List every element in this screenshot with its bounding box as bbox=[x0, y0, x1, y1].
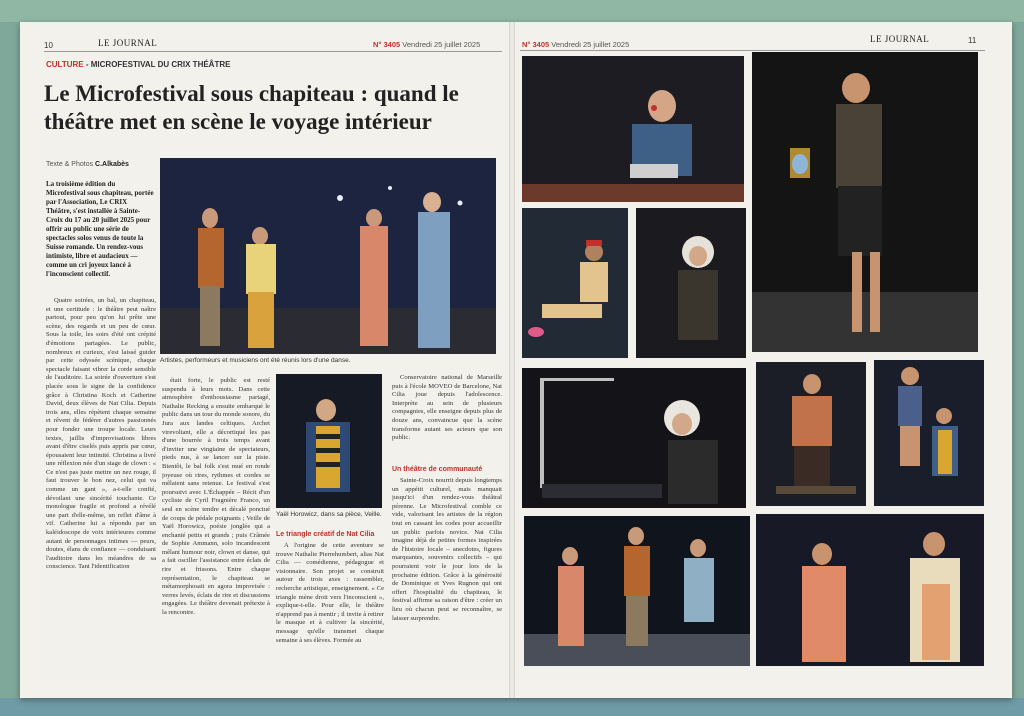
photo-wig-performer bbox=[636, 208, 746, 358]
headline: Le Microfestival sous chapiteau : quand le théâtre met en scène le voyage intérieur bbox=[44, 81, 459, 134]
column-2-text: était forte, le public est resté suspendu à leurs mots. Dans cette atmosphère d'enthousiasme partagé, Nathalie Recking a ensuite embarqué le public dans un tour du monde sonore, du Jura aux landes celtiques. Archet virevoltant, elle a décortiqué les pas d'une bourrée à trois temps avant d'inviter une vingtaine de spectateurs, pieds nus, à se lancer sur la piste. Bientôt, le bal folk s'est mué en ronde joyeuse où rires, rythmes et cordes se mêlaient sans retenue. Le festival s'est poursuivi avec L'Échappée – Récit d'un cycliste de Cyril Fragnière Franco, un seul en scène tendre et décalé ponctué de coups de pédale poignants ; Veille de Yaël Horowicz, poésie jonglée qui a enchanté petits et grands ; puis Crâmée de Sophie Ammann, solo incandescent mêlant humour noir, clown et danse, qui a fait osciller l'assistance entre éclats de rire et frissons. Entre chaque représentation, le chapiteau se métamorphosait en agora improvisée : verres levés, éclats de rire et discussions engagées. Le théâtre devenait prétexte à la rencontre. bbox=[162, 377, 270, 617]
byline-author: C.Alkabès bbox=[95, 161, 129, 168]
article-column-3 bbox=[276, 542, 384, 690]
subhead-triangle: Le triangle créatif de Nat Cilia bbox=[276, 531, 375, 538]
column-4-text: Conservatoire national de Marseille puis à l'école MOVEO de Barcelone, Nat Cilia joue depuis l'adolescence. Interprète au sein de plusieurs compagnies, elle enseigne depuis plus de douze ans, convaincue que la scène transforme autant ses acteurs que son public. bbox=[392, 374, 502, 442]
left-logo: LE JOURNAL bbox=[98, 38, 158, 48]
byline-label: Texte & Photos bbox=[46, 161, 94, 168]
right-issue bbox=[522, 40, 629, 49]
photo-seated-clown bbox=[522, 208, 628, 358]
background-cloth-bottom bbox=[0, 698, 1024, 716]
photo-two-women bbox=[756, 514, 984, 666]
right-header-rule bbox=[520, 50, 985, 51]
rubric-sub: - MICROFESTIVAL DU CRIX THÉÂTRE bbox=[85, 60, 231, 69]
background-cloth-top bbox=[0, 0, 1024, 22]
right-page-number: 11 bbox=[968, 36, 977, 45]
article-column-4 bbox=[392, 374, 502, 464]
page-fold bbox=[509, 22, 515, 698]
left-header-rule bbox=[44, 51, 502, 52]
article-column-5 bbox=[392, 477, 502, 690]
photo-cyclist-actor bbox=[522, 56, 744, 202]
photo-violinist bbox=[756, 362, 866, 506]
main-photo-dance bbox=[160, 158, 496, 354]
photo-folk-dance bbox=[524, 516, 750, 666]
left-issue bbox=[373, 40, 480, 49]
right-date: Vendredi 25 juillet 2025 bbox=[551, 40, 630, 49]
rubric-label: CULTURE bbox=[46, 60, 84, 69]
juggler-caption: Yaël Horowicz, dans sa pièce, Veille. bbox=[276, 511, 382, 518]
byline bbox=[46, 161, 129, 168]
lead-paragraph: La troisième édition du Microfestival sous chapiteau, portée par l'Association, Le CRIX Théâtre, s'est installée à Sainte-Croix du 17 au 20 juillet 2025 pour offrir au public une série de spectacles solos venus de toute la Suisse romande. Un rendez-vous intimiste, libre et audacieux — comme un cri joyeux lancé à l'inconscient collectif. bbox=[46, 180, 154, 278]
main-photo-caption: Artistes, performeurs et musiciens ont été réunis lors d'une danse. bbox=[160, 357, 351, 364]
photo-cage-performer bbox=[522, 368, 746, 508]
photo-lantern-performer bbox=[752, 52, 978, 352]
right-issue-number: N° 3405 bbox=[522, 40, 550, 49]
column-3-text: À l'origine de cette aventure se trouve Nathalie Pierrehumbert, alias Nat Cilia — comédienne, pédagogue et visionnaire. Son projet se construit autour de trois axes : rassembler, recherche artistique, enseignement. « Ce triangle mène droit vers l'inconscient », explique-t-elle. Pour elle, le théâtre n'apprend pas à mentir ; il invite à retirer le masque et à cultiver la sincérité, message qu'elle transmet chaque semaine à ses élèves. Formée au bbox=[276, 542, 384, 644]
left-issue-number: N° 3405 bbox=[373, 40, 401, 49]
left-date: Vendredi 25 juillet 2025 bbox=[402, 40, 481, 49]
photo-juggler bbox=[276, 374, 382, 508]
photo-two-children bbox=[874, 360, 984, 506]
rubric bbox=[46, 60, 230, 69]
article-column-2 bbox=[162, 377, 270, 690]
column-5-text: Sainte-Croix nourrit depuis longtemps un appétit culturel, mais manquait jusqu'ici d'un rendez-vous théâtral pérenne. Le Microfestival comble ce vide, valorisant les artistes de la région tout en cassant les codes pour accueillir un public parfois novice. Nat Cilia imagine déjà de petites formes inspirées de l'histoire locale – anecdotes, figures marquantes, souvenirs collectifs – qui pourraient voir le jour lors de la prochaine édition. Grâce à la générosité de Dominique et Yves Rugnon qui ont offert l'hospitalité du chapiteau, le festival affirme sa raison d'être : créer un lieu où chacun peut se reconnaître, se laisser surprendre. bbox=[392, 477, 502, 622]
subhead-community: Un théâtre de communauté bbox=[392, 466, 483, 473]
left-page-number: 10 bbox=[44, 41, 53, 50]
right-logo: LE JOURNAL bbox=[870, 34, 930, 44]
article-column-1 bbox=[46, 297, 156, 690]
column-1-text: Quatre soirées, un bal, un chapiteau, et une certitude : le théâtre peut naître partout, pour peu qu'on lui prête une scène, des regards et un peu de cœur. Sous la toile, les soirs d'été ont crépité d'émotions partagées. Le public, nombreux et curieux, s'est laissé guider par cette odyssée scénique, chaque spectacle faisant vibrer la corde sensible de l'auditoire. La soirée d'ouverture s'est placée sous le signe de la confidence grâce à Christina Koch et Catherine David, deux élèves de Nat Cilia. Depuis trois ans, elles répètent chaque semaine et rêvent de fédérer d'autres passionnés pour fonder une troupe locale. Leurs textes, jaillis d'improvisations libres avant d'être ciselés puis appris par cœur, épousaient leur intimité. Christina a livré une réflexion née d'un stage de clown : « Ce n'est pas juste mettre un nez rouge, il faut trouver le bon nez, celui qui va comme un gant », a-t-elle confié, dévoilant une sincérité touchante. Ce monologue fragile et profond a révélé une part d'elle-même, un reflet d'âme à vif. Catherine lui a répondu par un kaléidoscope de voix intérieures comme autant de personnages intimes — peurs, doutes, élans de confiance — conduisant l'auditoire dans les méandres de sa conscience. Tant l'identification bbox=[46, 297, 156, 571]
